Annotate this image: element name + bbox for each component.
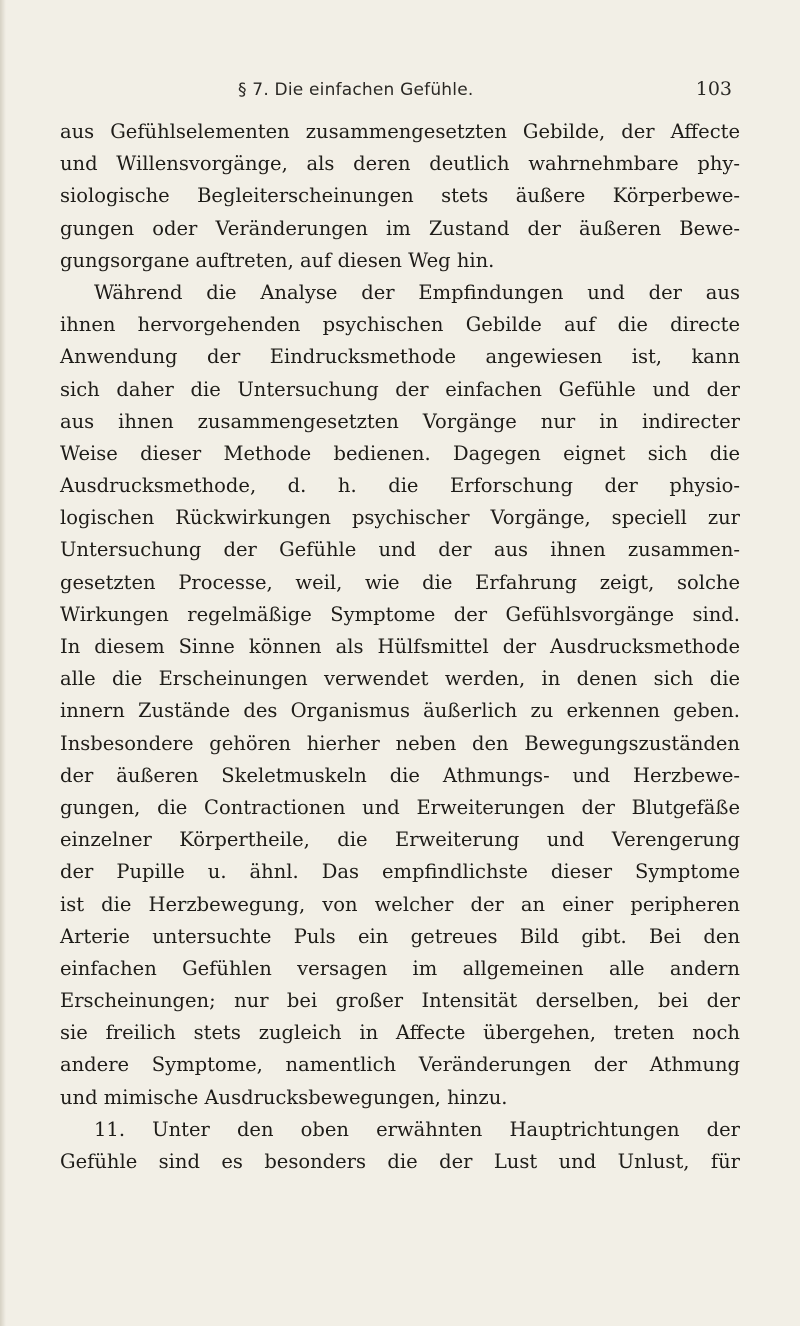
text-line: Untersuchung der Gefühle und der aus ihnen zusammen-: [60, 538, 740, 562]
text-line: Insbesondere gehören hierher neben den Bewegungszuständen: [60, 731, 740, 755]
text-line: alle die Erscheinungen verwendet werden, in denen sich die: [60, 667, 740, 691]
text-line: Arterie untersuchte Puls ein getreues Bild gibt. Bei den: [60, 924, 740, 948]
text-line: einzelner Körpertheile, die Erweiterung und Verengerung: [60, 828, 740, 852]
page-header: [60, 80, 740, 110]
text-line: der Pupille u. ähnl. Das empfindlichste dieser Symptome: [60, 860, 740, 884]
text-line: Anwendung der Eindrucksmethode angewiesen ist, kann: [60, 345, 740, 369]
text-line: logischen Rückwirkungen psychischer Vorgänge, speciell zur: [60, 506, 740, 530]
text-line: ihnen hervorgehenden psychischen Gebilde auf die directe: [60, 313, 740, 337]
text-line: einfachen Gefühlen versagen im allgemeinen alle andern: [60, 956, 740, 980]
text-line: In diesem Sinne können als Hülfsmittel der Ausdrucksmethode: [60, 635, 740, 658]
page-edge-shadow: [0, 0, 6, 1326]
text-line: innern Zustände des Organismus äußerlich zu erkennen geben.: [60, 699, 740, 723]
text-line: gesetzten Processe, weil, wie die Erfahrung zeigt, solche: [60, 570, 740, 594]
text-line: und Willensvorgänge, als deren deutlich wahrnehmbare phy-: [60, 152, 740, 176]
text-line: siologische Begleiterscheinungen stets äußere Körperbewe-: [60, 184, 740, 208]
text-line: Während die Analyse der Empfindungen und der aus: [94, 280, 740, 304]
text-line: andere Symptome, namentlich Veränderungen der Athmung: [60, 1053, 740, 1077]
text-line: sie freilich stets zugleich in Affecte übergehen, treten noch: [60, 1021, 740, 1045]
text-line: gungsorgane auftreten, auf diesen Weg hin.: [60, 248, 495, 272]
text-line: 11. Unter den oben erwähnten Hauptrichtungen der: [94, 1117, 740, 1141]
running-head: § 7. Die einfachen Gefühle.: [238, 80, 474, 100]
text-line: Wirkungen regelmäßige Symptome der Gefühlsvorgänge sind.: [60, 602, 740, 626]
text-line: sich daher die Untersuchung der einfachen Gefühle und der: [60, 377, 740, 401]
text-line: Ausdrucksmethode, d. h. die Erforschung der physio-: [60, 474, 740, 498]
text-line: Weise dieser Methode bedienen. Dagegen eignet sich die: [60, 441, 740, 465]
body-text: [60, 116, 740, 1178]
text-line: aus ihnen zusammengesetzten Vorgänge nur in indirecter: [60, 409, 740, 433]
text-line: und mimische Ausdrucksbewegungen, hinzu.: [60, 1085, 508, 1109]
text-line: Gefühle sind es besonders die der Lust und Unlust, für: [60, 1150, 740, 1173]
text-line: aus Gefühlselementen zusammengesetzten Gebilde, der Affecte: [60, 120, 740, 143]
text-line: der äußeren Skeletmuskeln die Athmungs- und Herzbewe-: [60, 763, 740, 787]
text-line: ist die Herzbewegung, von welcher der an einer peripheren: [60, 892, 740, 916]
text-line: gungen, die Contractionen und Erweiterungen der Blutgefäße: [60, 795, 740, 819]
page-number: 103: [695, 78, 732, 100]
text-line: gungen oder Veränderungen im Zustand der äußeren Bewe-: [60, 216, 740, 240]
text-line: Erscheinungen; nur bei großer Intensität derselben, bei der: [60, 989, 740, 1013]
